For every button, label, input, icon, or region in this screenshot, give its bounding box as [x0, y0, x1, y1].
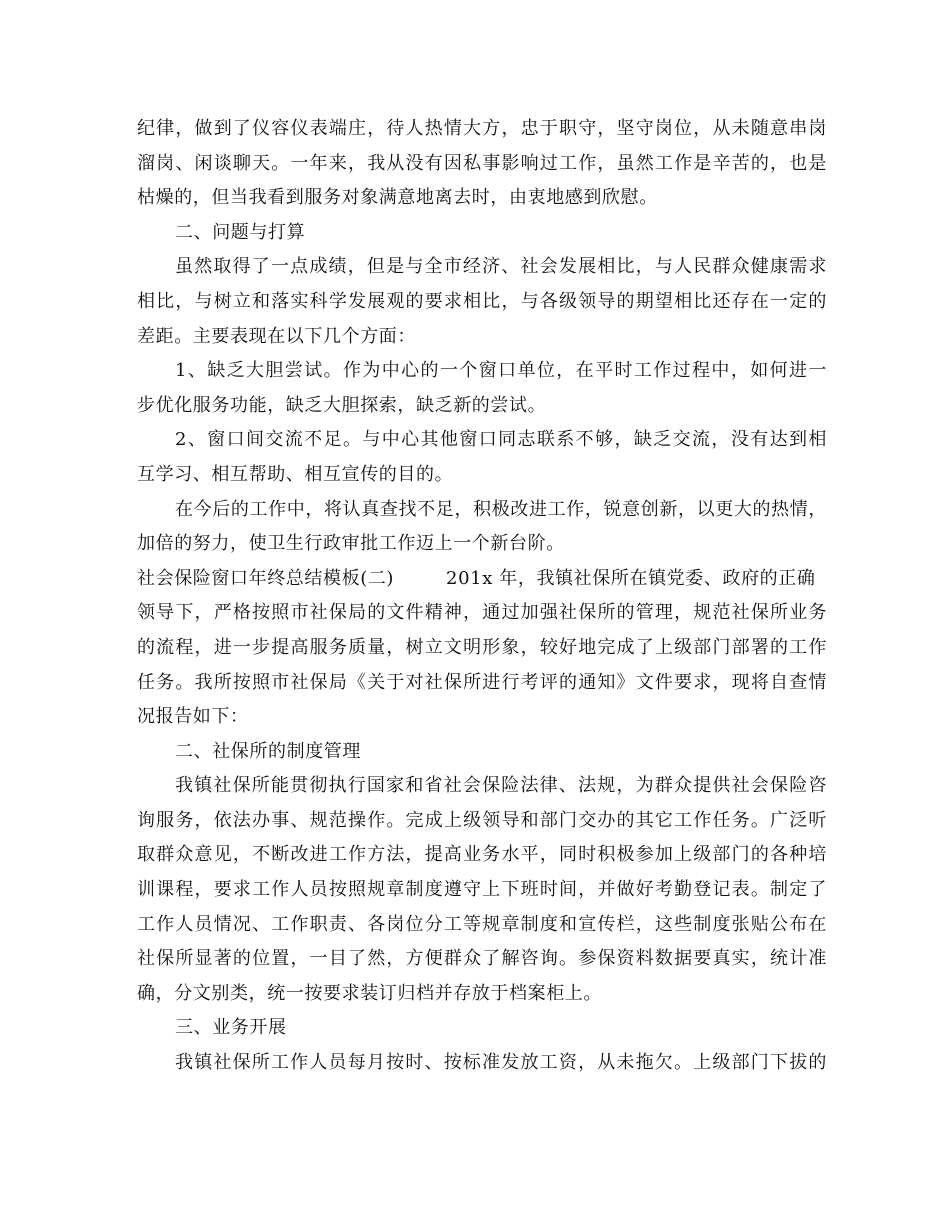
text-line: 在今后的工作中，将认真查找不足，积极改进工作，锐意创新，以更大的热情， — [175, 498, 827, 520]
text-line: 取群众意见，不断改进工作方法，提高业务水平，同时积极参加上级部门的各种培 — [137, 844, 827, 866]
text-line: 的流程，进一步提高服务质量，树立文明形象，较好地完成了上级部门部署的工作 — [137, 636, 827, 658]
text-line: 询服务，依法办事、规范操作。完成上级领导和部门交办的其它工作任务。广泛听 — [137, 809, 827, 831]
text-line: 虽然取得了一点成绩，但是与全市经济、社会发展相比，与人民群众健康需求 — [175, 256, 827, 278]
document-title: 社会保险窗口年终总结模板(二) — [137, 567, 395, 589]
section-heading: 二、问题与打算 — [175, 221, 306, 243]
text-line: 步优化服务功能，缺乏大胆探索，缺乏新的尝试。 — [137, 394, 547, 416]
text-line: 2、窗口间交流不足。与中心其他窗口同志联系不够，缺乏交流，没有达到相 — [175, 429, 827, 451]
text-line: 加倍的努力，使卫生行政审批工作迈上一个新台阶。 — [137, 533, 565, 555]
text-line: 枯燥的，但当我看到服务对象满意地离去时，由衷地感到欣慰。 — [137, 187, 658, 209]
document-body — [137, 112, 827, 1081]
text-line: 社保所显著的位置，一目了然，方便群众了解咨询。参保资料数据要真实，统计准 — [137, 948, 827, 970]
text-line: 我镇社保所工作人员每月按时、按标准发放工资，从未拖欠。上级部门下拔的 — [175, 1052, 827, 1074]
text-line: 相比，与树立和落实科学发展观的要求相比，与各级领导的期望相比还存在一定的 — [137, 290, 827, 312]
text-line: 领导下，严格按照市社保局的文件精神，通过加强社保所的管理，规范社保所业务 — [137, 602, 827, 624]
section-heading: 二、社保所的制度管理 — [175, 740, 361, 762]
text-line: 互学习、相互帮助、相互宣传的目的。 — [137, 463, 454, 485]
text-line: 我镇社保所能贯彻执行国家和省社会保险法律、法规，为群众提供社会保险咨 — [175, 775, 827, 797]
text-line: 工作人员情况、工作职责、各岗位分工等规章制度和宣传栏，这些制度张贴公布在 — [137, 913, 827, 935]
section-heading: 三、业务开展 — [175, 1017, 287, 1039]
text-line: 训课程，要求工作人员按照规章制度遵守上下班时间，并做好考勤登记表。制定了 — [137, 879, 827, 901]
text-line: 任务。我所按照市社保局《关于对社保所进行考评的通知》文件要求，现将自查情 — [137, 671, 827, 693]
text-line: 差距。主要表现在以下几个方面： — [137, 325, 416, 347]
text-line: 况报告如下： — [137, 706, 249, 728]
title-line — [137, 562, 827, 597]
text-fragment: 201x 年，我镇社保所在镇党委、政府的正确 — [446, 567, 816, 589]
text-line: 确，分文别类，统一按要求装订归档并存放于档案柜上。 — [137, 982, 602, 1004]
text-line: 纪律，做到了仪容仪表端庄，待人热情大方，忠于职守，坚守岗位，从未随意串岗 — [137, 118, 827, 139]
text-line: 溜岗、闲谈聊天。一年来，我从没有因私事影响过工作，虽然工作是辛苦的，也是 — [137, 152, 827, 174]
text-line: 1、缺乏大胆尝试。作为中心的一个窗口单位，在平时工作过程中，如何进一 — [175, 360, 827, 382]
